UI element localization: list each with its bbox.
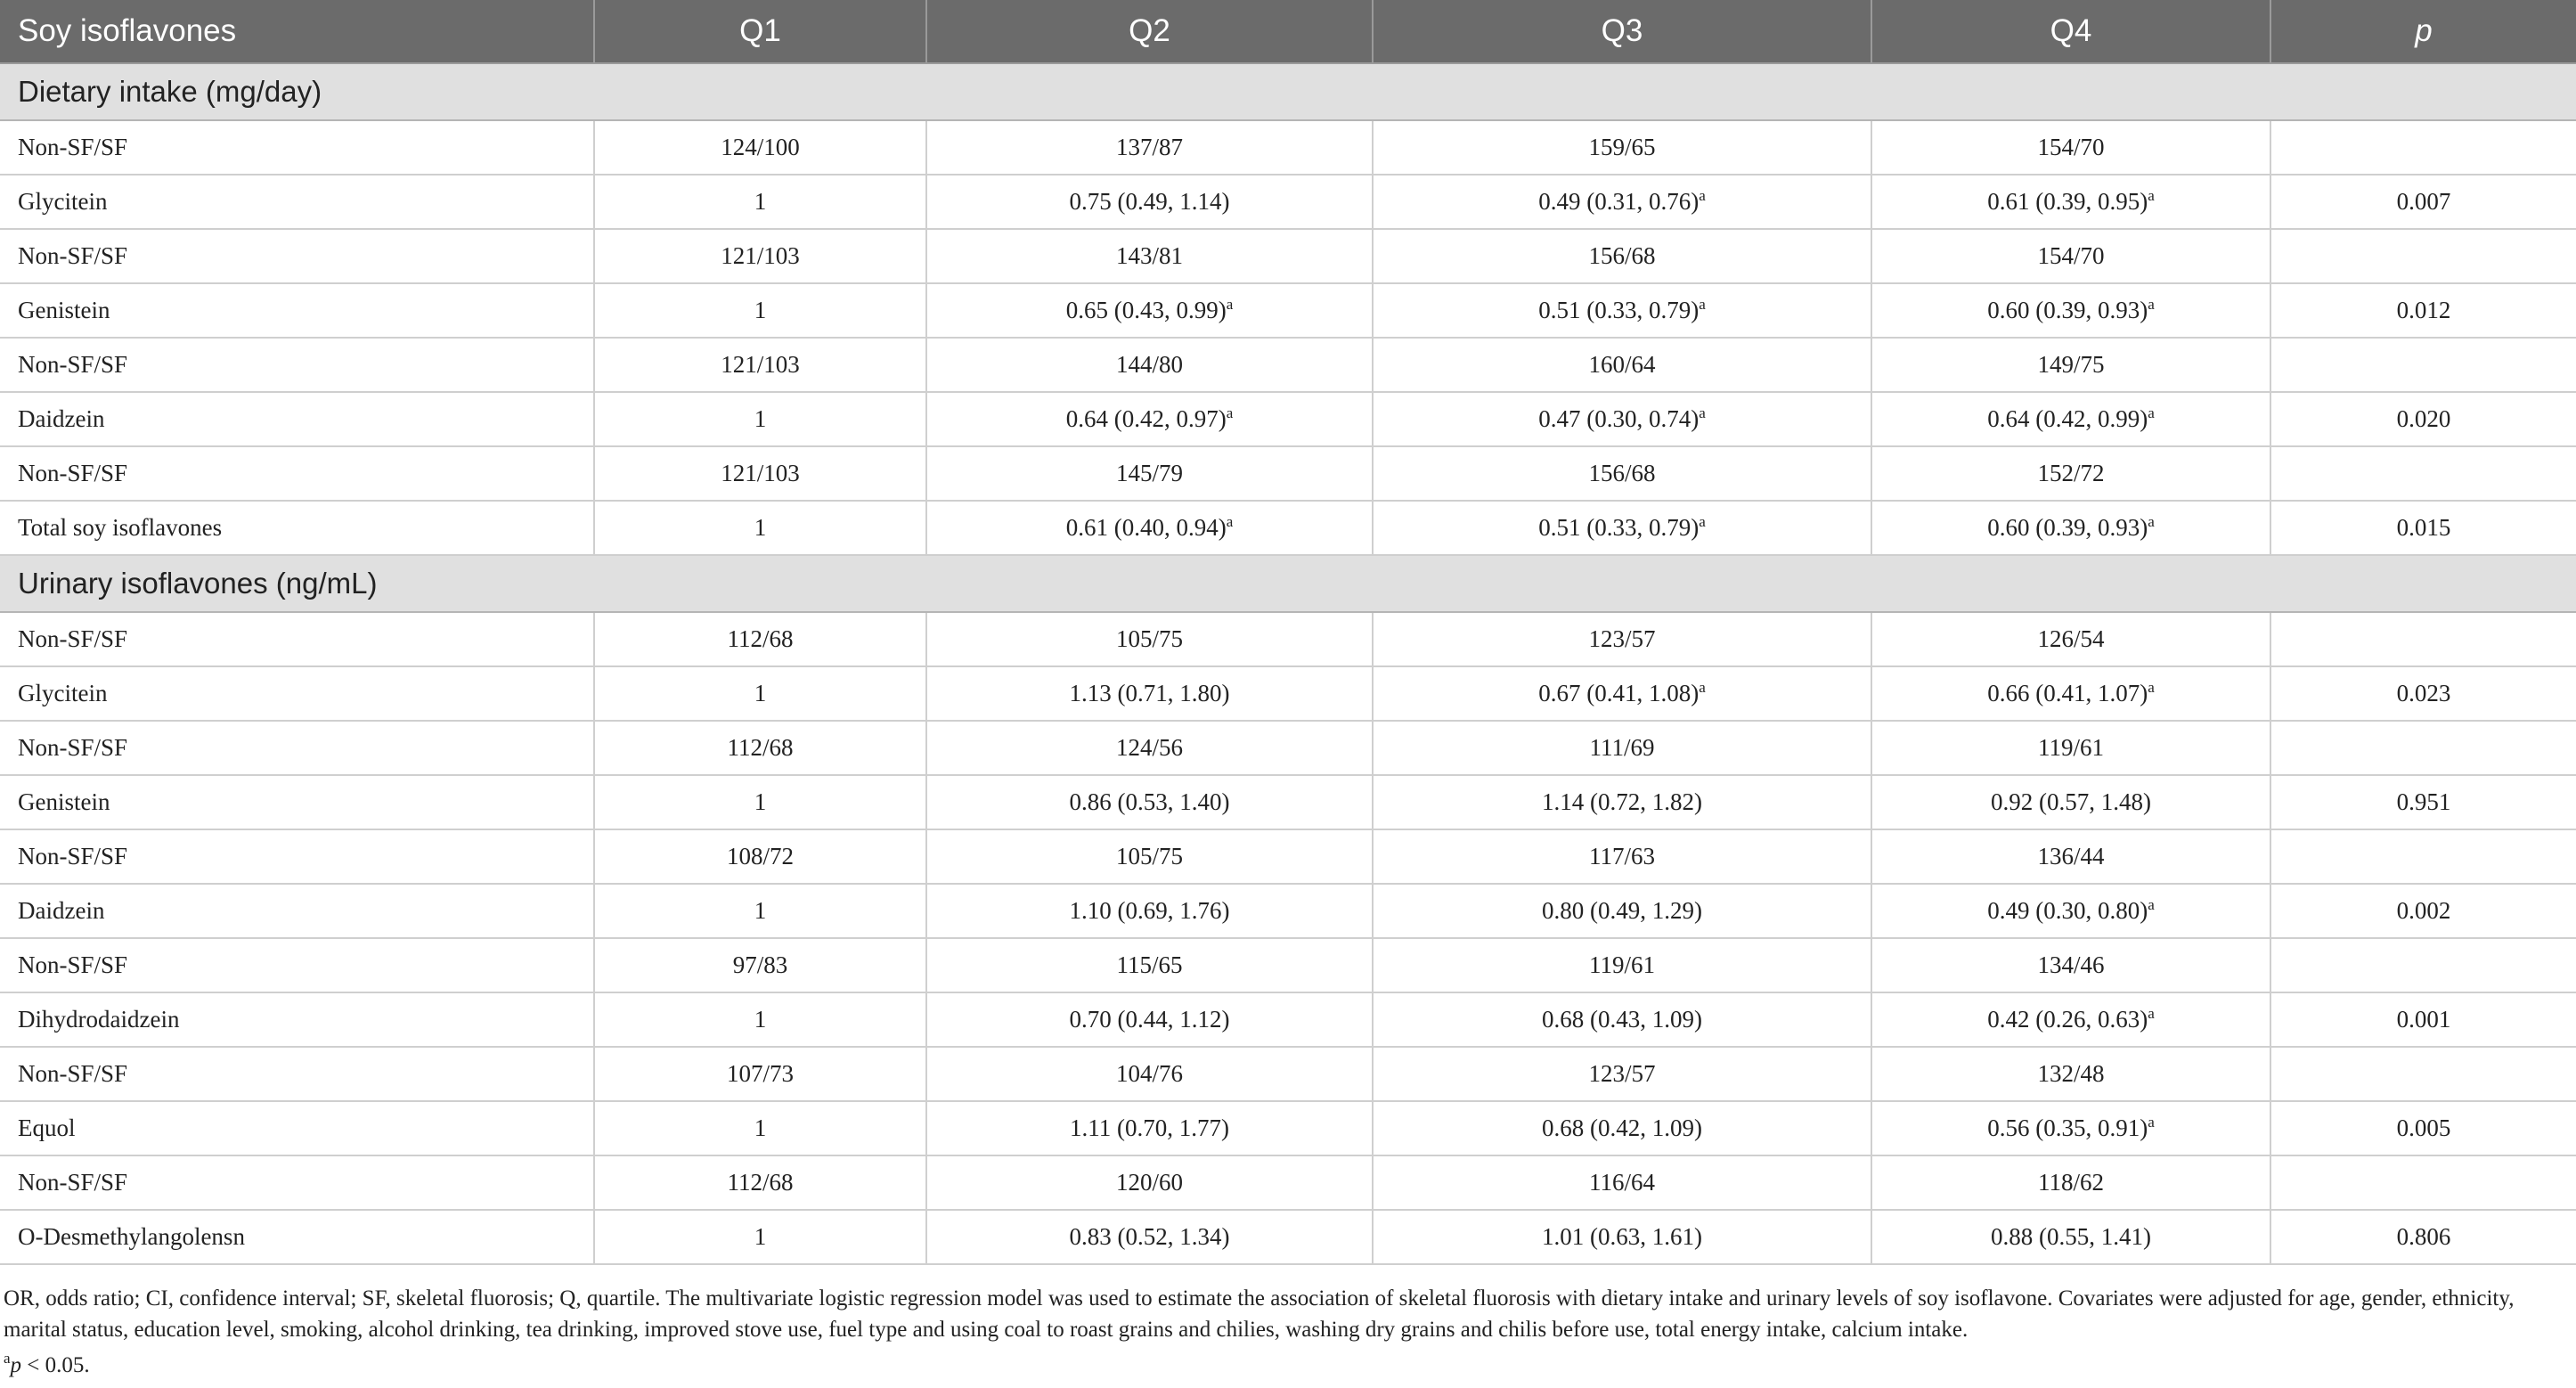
cell-p-value: 0.023 xyxy=(2396,680,2451,706)
cell-q2 xyxy=(926,775,1373,829)
cell-q3-value: 160/64 xyxy=(1588,351,1656,378)
cell-q2-value: 105/75 xyxy=(1115,625,1183,652)
table-row xyxy=(0,1047,2576,1101)
header-q4: Q4 xyxy=(1871,0,2270,63)
cell-p-value: 0.951 xyxy=(2396,788,2451,815)
section-row xyxy=(0,63,2576,120)
cell-q3-value: 119/61 xyxy=(1589,951,1655,978)
significance-mark: a xyxy=(1226,404,1234,421)
cell-q3 xyxy=(1373,938,1871,992)
cell-q3-value: 156/68 xyxy=(1588,242,1656,269)
cell-q3-value: 0.68 (0.42, 1.09) xyxy=(1542,1114,1702,1141)
cell-q4-value: 149/75 xyxy=(2037,351,2105,378)
cell-q3-value: 0.68 (0.43, 1.09) xyxy=(1542,1006,1702,1033)
table-row xyxy=(0,1210,2576,1264)
cell-q3-value: 1.14 (0.72, 1.82) xyxy=(1542,788,1702,815)
cell-q3 xyxy=(1373,229,1871,283)
cell-q1-value: 1 xyxy=(754,297,767,323)
cell-q1 xyxy=(594,501,926,555)
cell-label-value: Non-SF/SF xyxy=(18,1169,128,1196)
significance-mark: a xyxy=(2148,896,2155,913)
table-row xyxy=(0,338,2576,392)
table-row xyxy=(0,775,2576,829)
cell-q3-value: 0.51 (0.33, 0.79) xyxy=(1538,297,1700,323)
cell-q2 xyxy=(926,884,1373,938)
cell-label-value: Total soy isoflavones xyxy=(18,514,223,541)
cell-p-value: 0.001 xyxy=(2396,1006,2451,1033)
cell-q2 xyxy=(926,175,1373,229)
cell-q1 xyxy=(594,283,926,338)
cell-q3 xyxy=(1373,992,1871,1047)
cell-p xyxy=(2270,938,2576,992)
cell-label xyxy=(0,1155,594,1210)
cell-q4 xyxy=(1871,721,2270,775)
cell-q3-value: 0.51 (0.33, 0.79) xyxy=(1538,514,1700,541)
significance-mark: a xyxy=(2148,1005,2155,1022)
cell-label-value: Non-SF/SF xyxy=(18,625,128,652)
cell-q1 xyxy=(594,1101,926,1155)
significance-mark: a xyxy=(2148,296,2155,313)
cell-q3 xyxy=(1373,884,1871,938)
cell-q1-value: 1 xyxy=(754,680,767,706)
cell-q2 xyxy=(926,1210,1373,1264)
table-row xyxy=(0,884,2576,938)
cell-q4 xyxy=(1871,229,2270,283)
significance-mark: a xyxy=(1226,296,1234,313)
cell-q1 xyxy=(594,938,926,992)
cell-p xyxy=(2270,1210,2576,1264)
cell-q4-value: 154/70 xyxy=(2037,134,2105,160)
cell-q4-value: 154/70 xyxy=(2037,242,2105,269)
cell-q3 xyxy=(1373,666,1871,721)
cell-q1-value: 107/73 xyxy=(726,1060,794,1087)
cell-p-value: 0.020 xyxy=(2396,405,2451,432)
cell-label-value: Non-SF/SF xyxy=(18,134,128,160)
cell-label xyxy=(0,283,594,338)
cell-q2 xyxy=(926,829,1373,884)
cell-label xyxy=(0,666,594,721)
table-row xyxy=(0,446,2576,501)
cell-p xyxy=(2270,775,2576,829)
cell-q1-value: 124/100 xyxy=(721,134,800,160)
cell-q2 xyxy=(926,938,1373,992)
cell-label xyxy=(0,612,594,666)
cell-q2-value: 0.65 (0.43, 0.99) xyxy=(1065,297,1227,323)
cell-label xyxy=(0,338,594,392)
header-q2: Q2 xyxy=(926,0,1373,63)
cell-q4 xyxy=(1871,775,2270,829)
cell-q4-value: 0.92 (0.57, 1.48) xyxy=(1991,788,2151,815)
cell-q1 xyxy=(594,992,926,1047)
cell-label xyxy=(0,392,594,446)
table-body xyxy=(0,63,2576,1264)
cell-q3 xyxy=(1373,775,1871,829)
cell-q1-value: 121/103 xyxy=(721,351,800,378)
cell-q2-value: 144/80 xyxy=(1115,351,1183,378)
significance-mark: a xyxy=(2148,513,2155,530)
cell-q3-value: 116/64 xyxy=(1589,1169,1655,1196)
cell-q4 xyxy=(1871,612,2270,666)
cell-label-value: Daidzein xyxy=(18,897,105,924)
cell-q1-value: 1 xyxy=(754,788,767,815)
cell-q4 xyxy=(1871,992,2270,1047)
cell-q1-value: 121/103 xyxy=(721,242,800,269)
cell-q3 xyxy=(1373,283,1871,338)
significance-mark: a xyxy=(1699,513,1706,530)
cell-q2-value: 137/87 xyxy=(1115,134,1183,160)
cell-q4-value: 0.60 (0.39, 0.93) xyxy=(1987,514,2148,541)
cell-q3-value: 159/65 xyxy=(1588,134,1656,160)
cell-label xyxy=(0,446,594,501)
cell-p xyxy=(2270,1047,2576,1101)
table-row xyxy=(0,721,2576,775)
cell-q2 xyxy=(926,283,1373,338)
cell-q3-value: 111/69 xyxy=(1589,734,1655,761)
cell-q3-value: 1.01 (0.63, 1.61) xyxy=(1542,1223,1702,1250)
cell-q4-value: 134/46 xyxy=(2037,951,2105,978)
cell-q1-value: 1 xyxy=(754,897,767,924)
cell-q1 xyxy=(594,612,926,666)
cell-q3-value: 117/63 xyxy=(1589,843,1655,870)
cell-label-value: Glycitein xyxy=(18,188,108,215)
cell-label-value: Non-SF/SF xyxy=(18,951,128,978)
cell-q3 xyxy=(1373,338,1871,392)
table-row xyxy=(0,120,2576,175)
cell-p xyxy=(2270,721,2576,775)
cell-p-value: 0.806 xyxy=(2396,1223,2451,1250)
cell-q2-value: 143/81 xyxy=(1115,242,1183,269)
cell-label-value: Equol xyxy=(18,1114,76,1141)
cell-q3-value: 123/57 xyxy=(1588,625,1656,652)
cell-q4-value: 0.64 (0.42, 0.99) xyxy=(1987,405,2148,432)
cell-q4-value: 0.60 (0.39, 0.93) xyxy=(1987,297,2148,323)
table-row xyxy=(0,1155,2576,1210)
cell-q2 xyxy=(926,1155,1373,1210)
cell-p xyxy=(2270,884,2576,938)
cell-q3 xyxy=(1373,446,1871,501)
cell-q1 xyxy=(594,175,926,229)
significance-mark: a xyxy=(1699,296,1706,313)
section-title: Urinary isoflavones (ng/mL) xyxy=(0,555,2576,612)
cell-q4-value: 0.49 (0.30, 0.80) xyxy=(1987,897,2148,924)
cell-label xyxy=(0,829,594,884)
significance-mark: a xyxy=(1699,404,1706,421)
cell-q2-value: 0.86 (0.53, 1.40) xyxy=(1069,788,1230,815)
cell-q1 xyxy=(594,829,926,884)
table-row xyxy=(0,392,2576,446)
cell-q2-value: 0.83 (0.52, 1.34) xyxy=(1069,1223,1230,1250)
cell-q4 xyxy=(1871,175,2270,229)
cell-label-value: Non-SF/SF xyxy=(18,351,128,378)
cell-q3 xyxy=(1373,120,1871,175)
cell-q2-value: 145/79 xyxy=(1115,460,1183,486)
cell-q1 xyxy=(594,120,926,175)
cell-q3 xyxy=(1373,612,1871,666)
cell-label xyxy=(0,775,594,829)
cell-q2 xyxy=(926,666,1373,721)
cell-q2-value: 0.70 (0.44, 1.12) xyxy=(1069,1006,1230,1033)
cell-q2 xyxy=(926,392,1373,446)
cell-label-value: Genistein xyxy=(18,297,110,323)
cell-q2 xyxy=(926,501,1373,555)
significance-mark: a xyxy=(2148,1114,2155,1131)
cell-q4 xyxy=(1871,501,2270,555)
cell-label xyxy=(0,721,594,775)
header-soy-isoflavones: Soy isoflavones xyxy=(0,0,594,63)
table-row xyxy=(0,283,2576,338)
section-title: Dietary intake (mg/day) xyxy=(0,63,2576,120)
cell-q2 xyxy=(926,1047,1373,1101)
cell-q4-value: 0.56 (0.35, 0.91) xyxy=(1987,1114,2148,1141)
cell-q3-value: 0.49 (0.31, 0.76) xyxy=(1538,188,1700,215)
table-row xyxy=(0,612,2576,666)
cell-q3 xyxy=(1373,721,1871,775)
significance-note xyxy=(4,1350,2569,1381)
cell-q1 xyxy=(594,775,926,829)
cell-q2 xyxy=(926,1101,1373,1155)
cell-label-value: Glycitein xyxy=(18,680,108,706)
cell-label-value: Non-SF/SF xyxy=(18,843,128,870)
cell-q3 xyxy=(1373,1101,1871,1155)
cell-q2-value: 105/75 xyxy=(1115,843,1183,870)
significance-mark: a xyxy=(2148,679,2155,696)
table-row xyxy=(0,938,2576,992)
significance-mark: a xyxy=(1226,513,1234,530)
cell-q3 xyxy=(1373,392,1871,446)
cell-label xyxy=(0,884,594,938)
table-row xyxy=(0,829,2576,884)
cell-label xyxy=(0,120,594,175)
cell-q1-value: 1 xyxy=(754,1223,767,1250)
cell-p xyxy=(2270,229,2576,283)
cell-q4-value: 152/72 xyxy=(2037,460,2105,486)
cell-p xyxy=(2270,666,2576,721)
cell-q2-value: 0.75 (0.49, 1.14) xyxy=(1069,188,1230,215)
cell-q4-value: 0.66 (0.41, 1.07) xyxy=(1987,680,2148,706)
cell-q1 xyxy=(594,1210,926,1264)
cell-q1 xyxy=(594,1155,926,1210)
cell-p xyxy=(2270,175,2576,229)
significance-mark: a xyxy=(2148,404,2155,421)
cell-p-value: 0.002 xyxy=(2396,897,2451,924)
cell-label xyxy=(0,1101,594,1155)
cell-q3 xyxy=(1373,175,1871,229)
cell-q2-value: 120/60 xyxy=(1115,1169,1183,1196)
cell-q1 xyxy=(594,721,926,775)
cell-p xyxy=(2270,501,2576,555)
table-header xyxy=(0,0,2576,63)
cell-q1-value: 97/83 xyxy=(732,951,788,978)
cell-p xyxy=(2270,612,2576,666)
cell-q1 xyxy=(594,392,926,446)
cell-q4-value: 0.42 (0.26, 0.63) xyxy=(1987,1006,2148,1033)
cell-label-value: Non-SF/SF xyxy=(18,460,128,486)
cell-q2 xyxy=(926,721,1373,775)
cell-p xyxy=(2270,829,2576,884)
cell-label xyxy=(0,992,594,1047)
cell-q4 xyxy=(1871,1155,2270,1210)
cell-p xyxy=(2270,392,2576,446)
cell-q4-value: 126/54 xyxy=(2037,625,2105,652)
cell-q1-value: 1 xyxy=(754,1006,767,1033)
cell-q2-value: 1.10 (0.69, 1.76) xyxy=(1069,897,1230,924)
cell-q2-value: 115/65 xyxy=(1116,951,1183,978)
cell-q4 xyxy=(1871,666,2270,721)
table-row xyxy=(0,1101,2576,1155)
cell-q3-value: 123/57 xyxy=(1588,1060,1656,1087)
cell-q2-value: 1.13 (0.71, 1.80) xyxy=(1069,680,1230,706)
cell-p xyxy=(2270,1155,2576,1210)
cell-q2-value: 104/76 xyxy=(1115,1060,1183,1087)
cell-label-value: Genistein xyxy=(18,788,110,815)
cell-label xyxy=(0,175,594,229)
significance-mark: a xyxy=(1699,679,1706,696)
header-row xyxy=(0,0,2576,63)
cell-q2 xyxy=(926,992,1373,1047)
cell-p xyxy=(2270,338,2576,392)
significance-mark: a xyxy=(4,1350,11,1367)
section-row xyxy=(0,555,2576,612)
cell-label xyxy=(0,1210,594,1264)
cell-p-value: 0.015 xyxy=(2396,514,2451,541)
cell-q2 xyxy=(926,446,1373,501)
cell-label xyxy=(0,229,594,283)
cell-q4 xyxy=(1871,446,2270,501)
cell-q3 xyxy=(1373,1047,1871,1101)
significance-mark: a xyxy=(1699,187,1706,204)
cell-label-value: Non-SF/SF xyxy=(18,242,128,269)
cell-p xyxy=(2270,446,2576,501)
cell-label-value: O-Desmethylangolensn xyxy=(18,1223,245,1250)
cell-q3 xyxy=(1373,1155,1871,1210)
cell-q4-value: 118/62 xyxy=(2038,1169,2104,1196)
cell-q1 xyxy=(594,338,926,392)
cell-p-value: 0.005 xyxy=(2396,1114,2451,1141)
cell-q3-value: 0.80 (0.49, 1.29) xyxy=(1542,897,1702,924)
significance-variable: p xyxy=(10,1353,22,1377)
cell-q4 xyxy=(1871,120,2270,175)
cell-q1 xyxy=(594,884,926,938)
cell-q1-value: 1 xyxy=(754,1114,767,1141)
cell-q1-value: 112/68 xyxy=(727,734,794,761)
cell-p-value: 0.007 xyxy=(2396,188,2451,215)
table-row xyxy=(0,992,2576,1047)
cell-q4 xyxy=(1871,938,2270,992)
cell-q2 xyxy=(926,120,1373,175)
cell-q2-value: 1.11 (0.70, 1.77) xyxy=(1070,1114,1229,1141)
table-footnote xyxy=(0,1283,2569,1381)
cell-label-value: Daidzein xyxy=(18,405,105,432)
cell-q2 xyxy=(926,338,1373,392)
footnote-text: OR, odds ratio; CI, confidence interval; SF, skeletal fluorosis; Q, quartile. The multivariate logistic regression model was used to estimate the association of skeletal fluorosis with dietary intake and urinary levels of soy isoflavone. Covariates were adjusted for age, gender, ethnicity, marital status, education level, smoking, alcohol drinking, tea drinking, improved stove use, fuel type and using coal to roast grains and chilies, washing dry grains and chilis before use, total energy intake, calcium intake. xyxy=(4,1286,2515,1342)
cell-q2 xyxy=(926,229,1373,283)
cell-p xyxy=(2270,992,2576,1047)
cell-q1 xyxy=(594,229,926,283)
header-q1: Q1 xyxy=(594,0,926,63)
cell-p xyxy=(2270,283,2576,338)
cell-q1 xyxy=(594,446,926,501)
table-row xyxy=(0,666,2576,721)
cell-label xyxy=(0,501,594,555)
cell-q3-value: 156/68 xyxy=(1588,460,1656,486)
cell-label-value: Non-SF/SF xyxy=(18,734,128,761)
cell-q3 xyxy=(1373,1210,1871,1264)
cell-p xyxy=(2270,1101,2576,1155)
cell-q2 xyxy=(926,612,1373,666)
cell-q4 xyxy=(1871,283,2270,338)
header-q3: Q3 xyxy=(1373,0,1871,63)
cell-q3 xyxy=(1373,501,1871,555)
cell-label xyxy=(0,938,594,992)
cell-q3-value: 0.47 (0.30, 0.74) xyxy=(1538,405,1700,432)
cell-q4 xyxy=(1871,1047,2270,1101)
cell-q2-value: 124/56 xyxy=(1115,734,1183,761)
cell-p xyxy=(2270,120,2576,175)
cell-q4-value: 119/61 xyxy=(2038,734,2104,761)
cell-q4 xyxy=(1871,1101,2270,1155)
cell-label-value: Dihydrodaidzein xyxy=(18,1006,180,1033)
header-p: p xyxy=(2270,0,2576,63)
cell-q3 xyxy=(1373,829,1871,884)
cell-q1-value: 112/68 xyxy=(727,1169,794,1196)
cell-q4 xyxy=(1871,1210,2270,1264)
cell-q1-value: 1 xyxy=(754,405,767,432)
table-row xyxy=(0,501,2576,555)
cell-q4 xyxy=(1871,884,2270,938)
cell-q4-value: 132/48 xyxy=(2037,1060,2105,1087)
table-row xyxy=(0,229,2576,283)
cell-q4-value: 136/44 xyxy=(2037,843,2105,870)
cell-q4 xyxy=(1871,392,2270,446)
cell-q1-value: 108/72 xyxy=(726,843,794,870)
cell-q1-value: 1 xyxy=(754,188,767,215)
cell-p-value: 0.012 xyxy=(2396,297,2451,323)
cell-label xyxy=(0,1047,594,1101)
cell-q1-value: 112/68 xyxy=(727,625,794,652)
cell-q1 xyxy=(594,1047,926,1101)
cell-q4-value: 0.61 (0.39, 0.95) xyxy=(1987,188,2148,215)
cell-q4 xyxy=(1871,829,2270,884)
cell-q1-value: 121/103 xyxy=(721,460,800,486)
cell-q1 xyxy=(594,666,926,721)
table-row xyxy=(0,175,2576,229)
cell-q4-value: 0.88 (0.55, 1.41) xyxy=(1991,1223,2151,1250)
cell-q1-value: 1 xyxy=(754,514,767,541)
significance-threshold: < 0.05. xyxy=(21,1353,90,1377)
significance-mark: a xyxy=(2148,187,2155,204)
cell-q4 xyxy=(1871,338,2270,392)
cell-label-value: Non-SF/SF xyxy=(18,1060,128,1087)
cell-q3-value: 0.67 (0.41, 1.08) xyxy=(1538,680,1700,706)
cell-q2-value: 0.61 (0.40, 0.94) xyxy=(1065,514,1227,541)
cell-q2-value: 0.64 (0.42, 0.97) xyxy=(1065,405,1227,432)
